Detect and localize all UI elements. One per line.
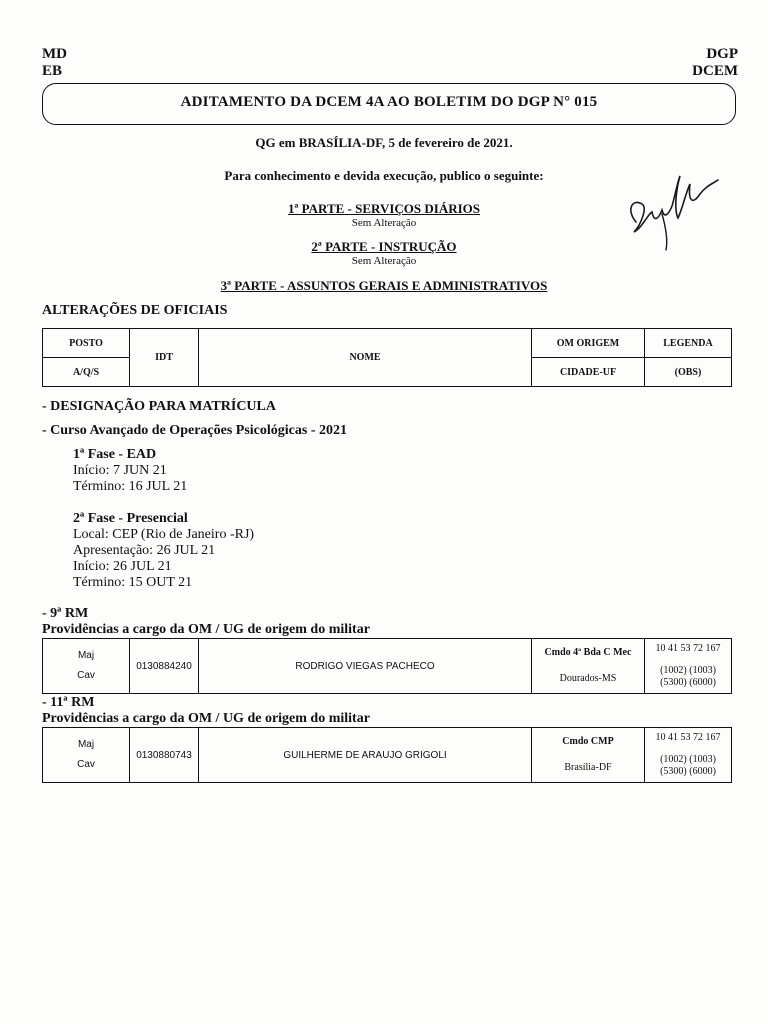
part-3-title: 3ª PARTE - ASSUNTOS GERAIS E ADMINISTRATIVOS — [220, 278, 548, 293]
region-9rm: - 9ª RM — [42, 606, 89, 621]
part-1-title: 1ª PARTE - SERVIÇOS DIÁRIOS — [288, 201, 480, 216]
cell-cidade: Dourados-MS — [559, 673, 617, 684]
th-nome: NOME — [199, 329, 532, 387]
header-dgp: DGP — [706, 46, 738, 62]
cell-aqs: Cav — [77, 670, 95, 681]
cell-legenda — [645, 639, 732, 694]
cell-obs-1: (1002) (1003) — [660, 665, 716, 676]
header-left — [42, 46, 67, 80]
designation-heading: - DESIGNAÇÃO PARA MATRÍCULA — [42, 399, 276, 414]
phase-2-end: Término: 15 OUT 21 — [73, 575, 193, 590]
section-heading: ALTERAÇÕES DE OFICIAIS — [42, 303, 228, 318]
phase-2-presentation: Apresentação: 26 JUL 21 — [73, 543, 216, 558]
cell-obs-2: (5300) (6000) — [660, 766, 716, 777]
phase-2-start: Início: 26 JUL 21 — [73, 559, 172, 574]
phase-1-end: Término: 16 JUL 21 — [73, 479, 188, 494]
th-idt: IDT — [130, 329, 199, 387]
cell-idt: 0130880743 — [130, 728, 199, 783]
title-box — [42, 83, 736, 125]
cell-obs-1: (1002) (1003) — [660, 754, 716, 765]
phase-2-local: Local: CEP (Rio de Janeiro -RJ) — [73, 527, 255, 542]
cell-obs-2: (5300) (6000) — [660, 677, 716, 688]
cell-idt: 0130884240 — [130, 639, 199, 694]
cell-nome: RODRIGO VIEGAS PACHECO — [199, 639, 532, 694]
th-legenda: LEGENDA — [645, 329, 732, 358]
phase-1-title: 1ª Fase - EAD — [73, 447, 157, 462]
part-2-note: Sem Alteração — [351, 255, 417, 267]
cell-posto: Maj — [77, 739, 95, 750]
table-row-11rm — [42, 727, 732, 783]
course-heading: - Curso Avançado de Operações Psicológicas - 2021 — [42, 423, 347, 438]
th-aqs: A/Q/S — [43, 358, 130, 387]
table-row-9rm — [42, 638, 732, 694]
phase-2 — [73, 511, 254, 591]
phase-1 — [73, 447, 187, 495]
cell-cidade: Brasília-DF — [564, 762, 612, 773]
cell-om-cidade — [532, 639, 645, 694]
phase-2-title: 2ª Fase - Presencial — [73, 511, 188, 526]
cell-om: Cmdo 4ª Bda C Mec — [544, 647, 632, 658]
header-eb: EB — [42, 63, 63, 79]
th-om-origem: OM ORIGEM — [532, 329, 645, 358]
intro-text: Para conhecimento e devida execução, publico o seguinte: — [224, 168, 544, 183]
part-2-title: 2ª PARTE - INSTRUÇÃO — [311, 239, 457, 254]
header-table — [42, 328, 732, 387]
th-obs: (OBS) — [645, 358, 732, 387]
header-dcem: DCEM — [692, 63, 738, 79]
cell-posto: Maj — [77, 650, 95, 661]
phase-1-start: Início: 7 JUN 21 — [73, 463, 167, 478]
cell-posto-aqs — [43, 639, 130, 694]
part-1-note: Sem Alteração — [351, 217, 417, 229]
document-title: ADITAMENTO DA DCEM 4A AO BOLETIM DO DGP N° 015 — [180, 94, 598, 110]
th-cidade-uf: CIDADE-UF — [532, 358, 645, 387]
cell-om: Cmdo CMP — [562, 736, 614, 747]
header-right — [692, 46, 738, 80]
cell-om-cidade — [532, 728, 645, 783]
th-posto: POSTO — [43, 329, 130, 358]
region-11rm: - 11ª RM — [42, 695, 95, 710]
cell-legenda-code: 10 41 53 72 167 — [655, 732, 721, 743]
header-md: MD — [42, 46, 67, 62]
place-date: QG em BRASÍLIA-DF, 5 de fevereiro de 2021. — [255, 135, 513, 150]
cell-legenda — [645, 728, 732, 783]
cell-aqs: Cav — [77, 759, 95, 770]
provision-11rm: Providências a cargo da OM / UG de origem do militar — [42, 711, 370, 726]
provision-9rm: Providências a cargo da OM / UG de origem do militar — [42, 622, 370, 637]
cell-nome: GUILHERME DE ARAUJO GRIGOLI — [199, 728, 532, 783]
cell-posto-aqs — [43, 728, 130, 783]
cell-legenda-code: 10 41 53 72 167 — [655, 643, 721, 654]
